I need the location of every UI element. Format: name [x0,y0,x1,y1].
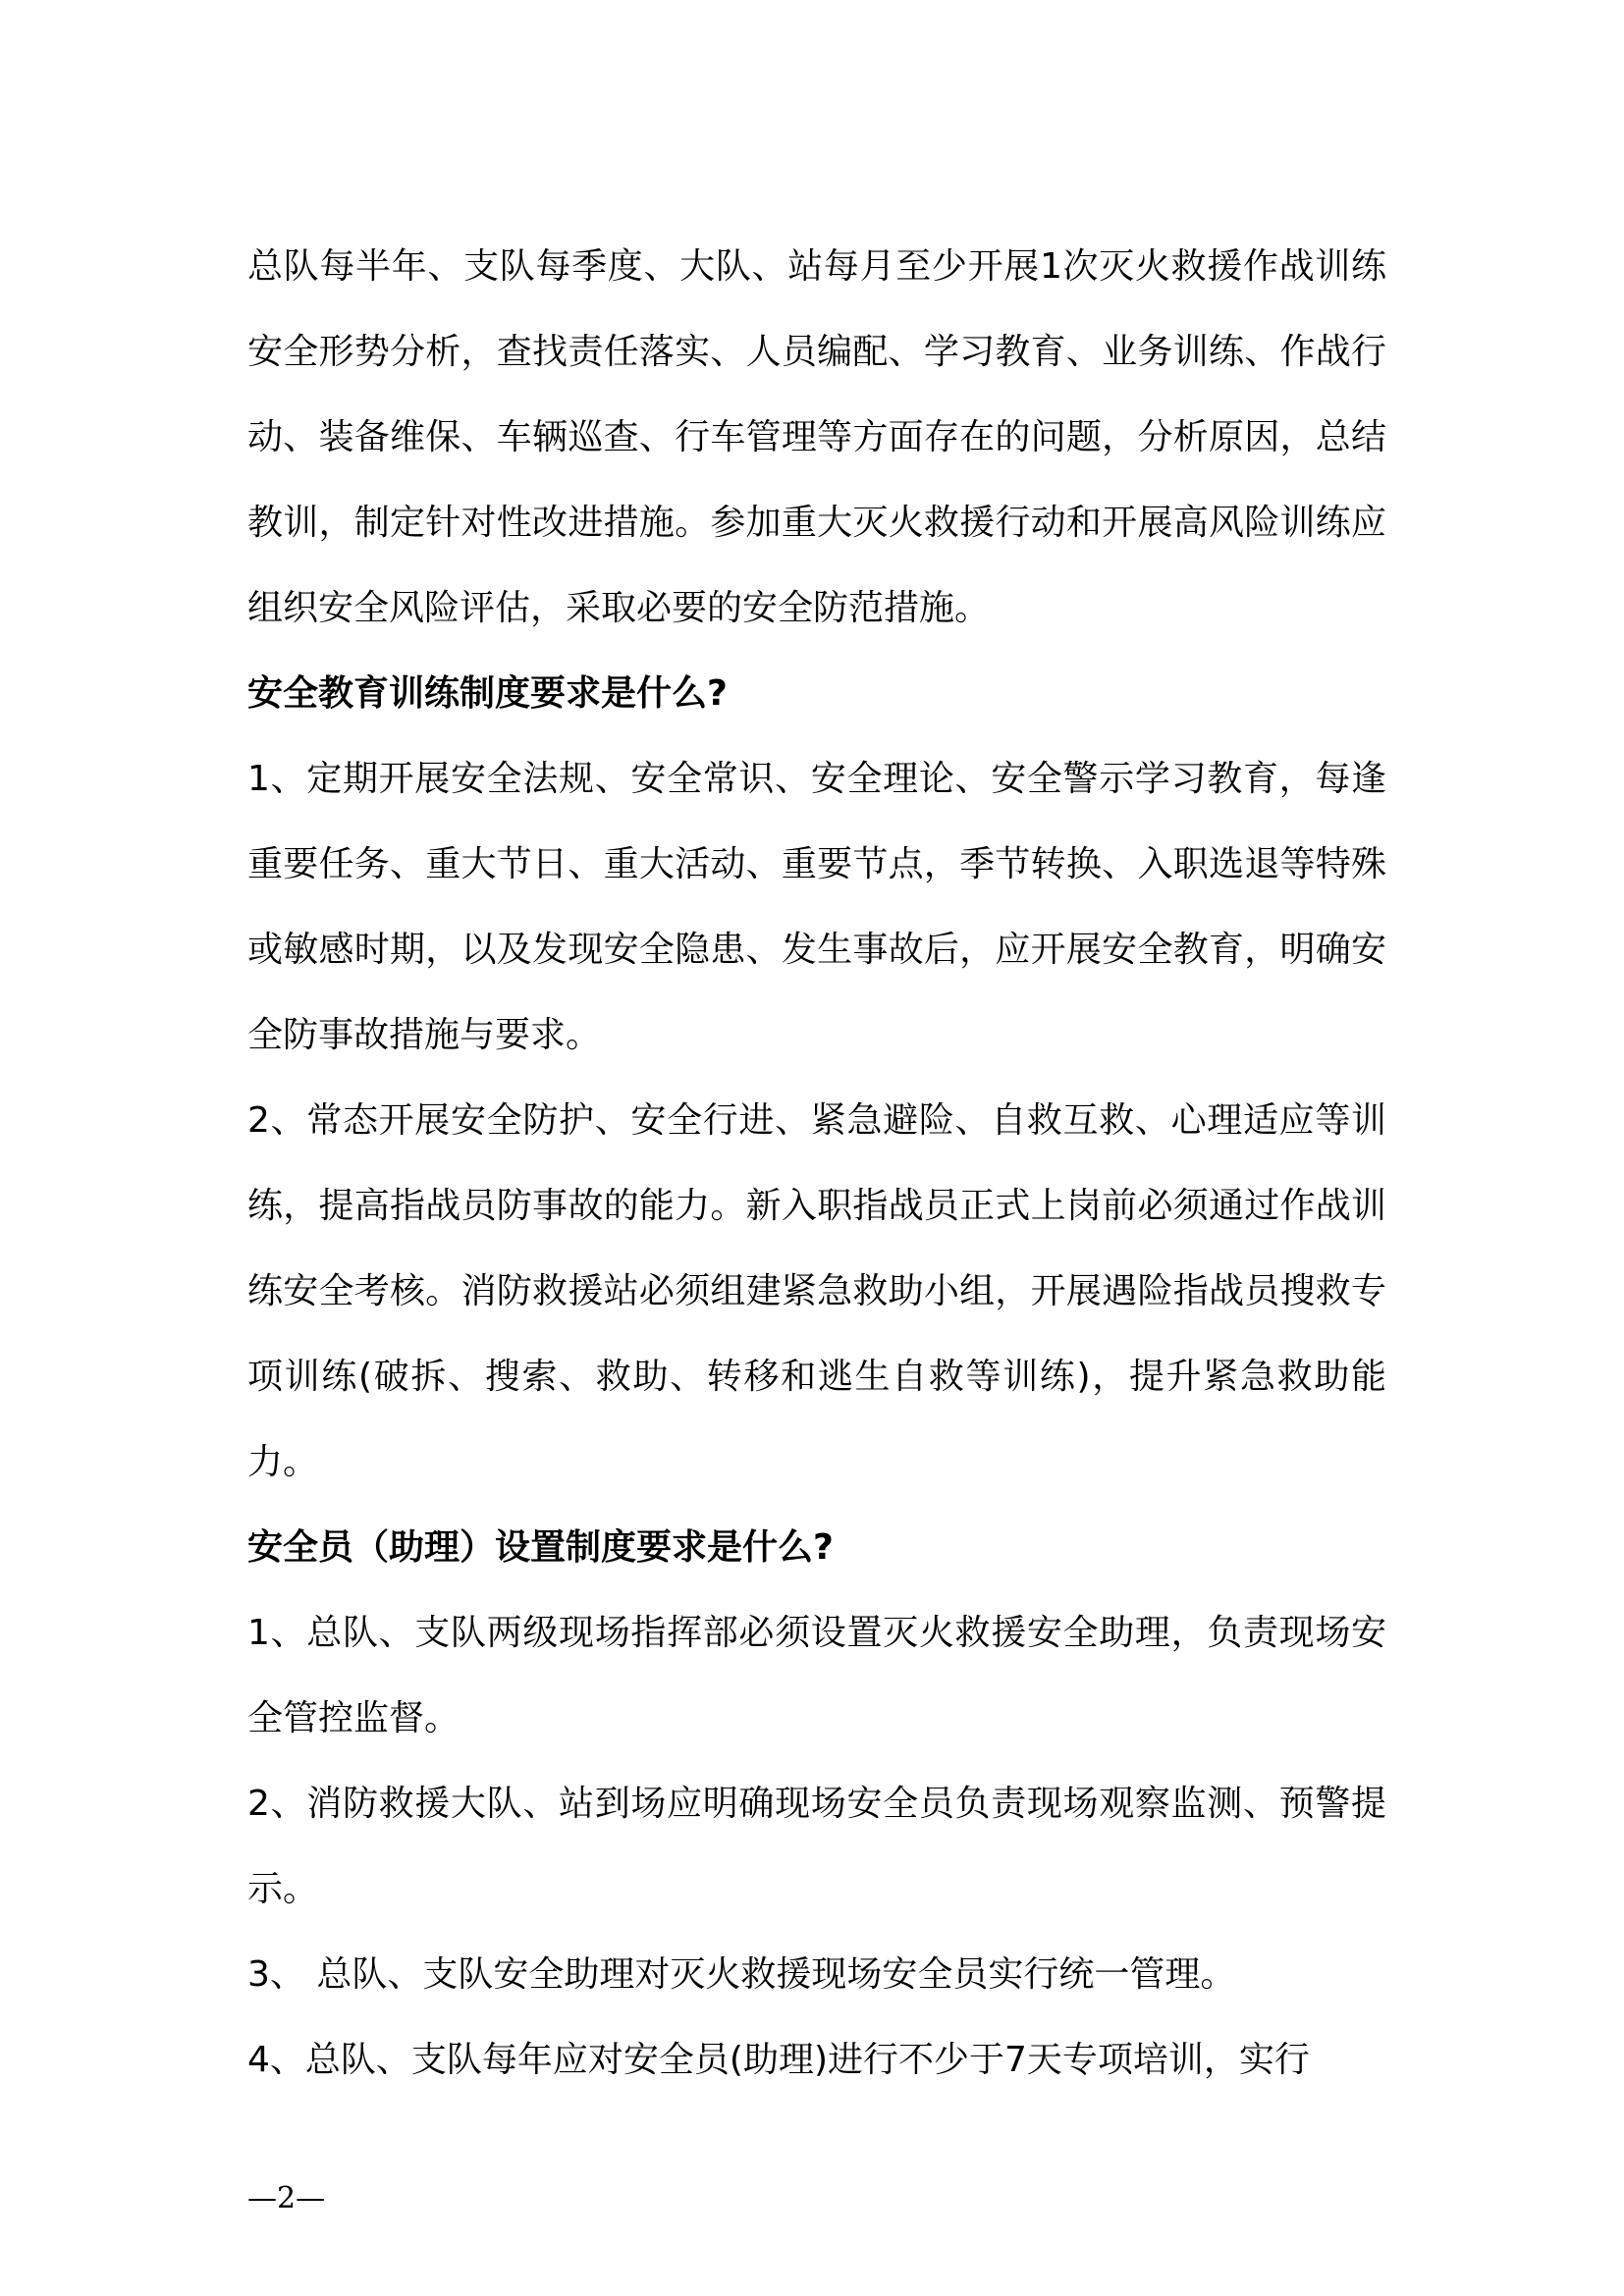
paragraph-officer-1: 1、总队、支队两级现场指挥部必须设置灭火救援安全助理，负责现场安全管控监督。 [247,1613,1386,1738]
paragraph-education-2: 2、常态开展安全防护、安全行进、紧急避险、自救互救、心理适应等训练，提高指战员防事故的能力。新入职指战员正式上岗前必须通过作战训练安全考核。消防救援站必须组建紧急救助小组，开展遇险指战员搜救专项训练(破拆、搜索、救助、转移和逃生自救等训练)，提升紧急救助能力。 [247,1100,1386,1482]
page-number: —2— [247,2181,326,2216]
heading-safety-officer: 安全员（助理）设置制度要求是什么? [247,1527,834,1568]
paragraph-officer-4: 4、总队、支队每年应对安全员(助理)进行不少于7天专项培训，实行 [247,2040,1310,2080]
heading-safety-education: 安全教育训练制度要求是什么? [247,673,728,714]
paragraph-education-1: 1、定期开展安全法规、安全常识、安全理论、安全警示学习教育，每逢重要任务、重大节日、重大活动、重要节点，季节转换、入职选退等特殊或敏感时期，以及发现安全隐患、发生事故后，应开展安全教育，明确安全防事故措施与要求。 [247,759,1386,1055]
paragraph-officer-3: 3、 总队、支队安全助理对灭火救援现场安全员实行统一管理。 [247,1954,1236,1995]
document-body [247,224,1386,2103]
paragraph-officer-2: 2、消防救援大队、站到场应明确现场安全员负责现场观察监测、预警提示。 [247,1784,1386,1909]
paragraph-analysis: 总队每半年、支队每季度、大队、站每月至少开展1次灭火救援作战训练安全形势分析，查找责任落实、人员编配、学习教育、业务训练、作战行动、装备维保、车辆巡查、行车管理等方面存在的问题，分析原因，总结教训，制定针对性改进措施。参加重大灭火救援行动和开展高风险训练应组织安全风险评估，采取必要的安全防范措施。 [247,246,1386,628]
